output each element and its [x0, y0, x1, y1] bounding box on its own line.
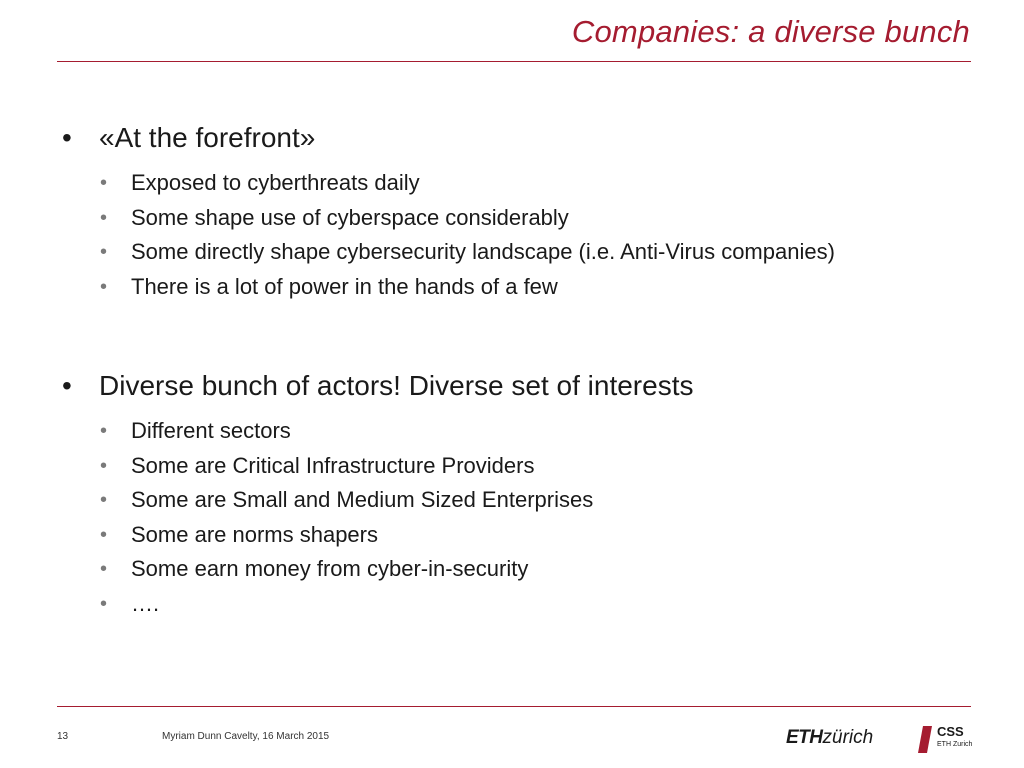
list-item-text: Some are Critical Infrastructure Providers — [131, 452, 535, 478]
eth-logo-bold: ETH — [786, 727, 823, 748]
eth-zurich-logo — [786, 727, 873, 749]
css-logo-main: CSS — [937, 724, 964, 739]
list-item — [62, 235, 982, 270]
list-item — [62, 449, 982, 484]
sub-bullet-dot-icon: • — [100, 172, 108, 194]
title-rule — [57, 61, 971, 62]
sub-bullet-dot-icon: • — [100, 420, 108, 442]
list-item-text: …. — [131, 590, 160, 616]
list-item-text: There is a lot of power in the hands of a few — [131, 273, 558, 299]
sub-bullet-dot-icon: • — [100, 454, 108, 477]
bullet-dot-icon: • — [62, 122, 72, 153]
list-item — [62, 201, 982, 236]
sub-list — [62, 414, 982, 621]
main-bullet — [62, 120, 982, 156]
sub-bullet-dot-icon: • — [100, 241, 108, 263]
list-item — [62, 587, 982, 622]
page-number: 13 — [57, 731, 69, 742]
list-item-text: Some are norms shapers — [131, 521, 378, 547]
main-bullet-text: Diverse bunch of actors! Diverse set of interests — [99, 370, 694, 401]
eth-logo-light: zürich — [822, 727, 874, 748]
footer-rule — [57, 706, 971, 707]
sub-bullet-dot-icon: • — [100, 558, 108, 580]
bullet-dot-icon: • — [62, 370, 72, 401]
list-item — [62, 414, 982, 449]
list-item — [62, 270, 982, 305]
list-item-text: Exposed to cyberthreats daily — [131, 170, 420, 195]
list-item — [62, 166, 982, 201]
sub-bullet-dot-icon: • — [100, 523, 108, 546]
css-logo — [918, 724, 978, 754]
list-item-text: Some earn money from cyber-in-security — [131, 556, 529, 581]
sub-bullet-dot-icon: • — [100, 206, 108, 229]
list-item-text: Some directly shape cybersecurity landscape (i.e. Anti-Virus companies) — [131, 239, 835, 264]
slide-title: Companies: a diverse bunch — [571, 14, 970, 49]
css-logo-sub: ETH Zurich — [937, 741, 973, 748]
section-diverse-bunch — [62, 368, 982, 621]
css-logo-mark-icon — [918, 726, 932, 753]
section-at-the-forefront — [62, 120, 982, 304]
list-item-text: Different sectors — [131, 418, 291, 443]
sub-bullet-dot-icon: • — [100, 489, 108, 511]
list-item — [62, 518, 982, 553]
sub-list — [62, 166, 982, 304]
list-item-text: Some shape use of cyberspace considerably — [131, 204, 569, 230]
main-bullet-text: «At the forefront» — [99, 122, 316, 153]
footer-author-date: Myriam Dunn Cavelty, 16 March 2015 — [162, 731, 330, 742]
list-item-text: Some are Small and Medium Sized Enterprises — [131, 487, 594, 512]
sub-bullet-dot-icon: • — [100, 592, 108, 615]
list-item — [62, 552, 982, 587]
list-item — [62, 483, 982, 518]
sub-bullet-dot-icon: • — [100, 275, 108, 298]
main-bullet — [62, 368, 982, 404]
